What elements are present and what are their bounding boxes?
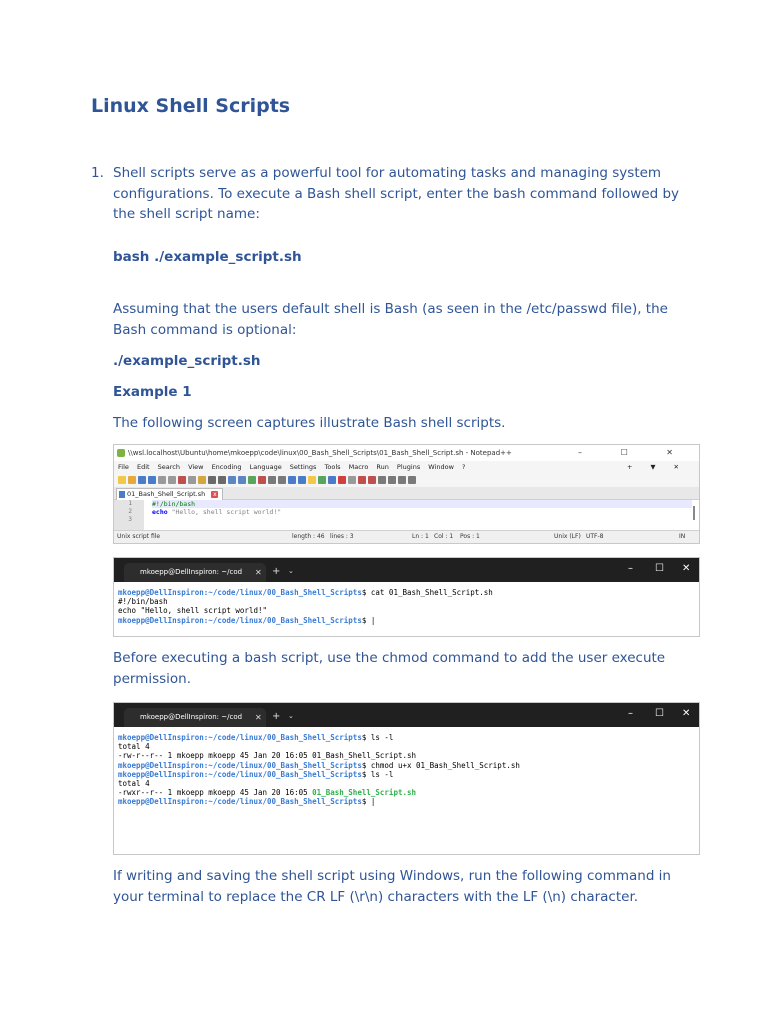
line-number: 1 — [128, 500, 132, 507]
show-symbols-icon[interactable] — [298, 476, 306, 484]
terminal-prompt: mkoepp@DellInspiron:~/code/linux/00_Bash_Shell_Scripts — [118, 615, 362, 625]
terminal-prompt: mkoepp@DellInspiron:~/code/linux/00_Bash_Shell_Scripts — [118, 588, 362, 597]
status-ln: Ln : 1 — [412, 533, 429, 540]
menu-macro[interactable]: Macro — [348, 463, 369, 471]
status-pos: Pos : 1 — [460, 533, 480, 540]
save-all-icon[interactable] — [148, 476, 156, 484]
terminal-text: total 4 — [118, 742, 150, 752]
code-string: "Hello, shell script world!" — [167, 508, 282, 516]
terminal-prompt: mkoepp@DellInspiron:~/code/linux/00_Bash_Shell_Scripts — [118, 733, 362, 742]
terminal-screenshot-cat — [113, 557, 700, 637]
notepad-editor[interactable] — [114, 500, 699, 530]
run-macro-icon[interactable] — [398, 476, 406, 484]
terminal-text: $ cat 01_Bash_Shell_Script.sh — [361, 588, 493, 597]
list-number: 1. — [91, 165, 104, 181]
maximize-icon[interactable]: ☐ — [655, 708, 664, 719]
folder-workspace-icon[interactable] — [348, 476, 356, 484]
terminal-line — [118, 761, 699, 770]
chevron-down-icon[interactable]: ⌄ — [288, 712, 294, 720]
menu-search[interactable]: Search — [157, 463, 180, 471]
code-keyword: echo — [152, 508, 168, 516]
zoom-out-icon[interactable] — [258, 476, 266, 484]
line-number: 2 — [128, 508, 132, 515]
stop-macro-icon[interactable] — [378, 476, 386, 484]
terminal-output[interactable] — [114, 582, 699, 625]
func-list-icon[interactable] — [338, 476, 346, 484]
line-number: 3 — [128, 516, 132, 523]
file-icon — [119, 491, 125, 498]
chevron-down-icon[interactable]: ⌄ — [288, 567, 294, 575]
status-eol: Unix (LF) — [554, 533, 581, 540]
notepad-logo-icon — [117, 449, 125, 457]
terminal-output[interactable] — [114, 727, 699, 807]
terminal-title-bar — [114, 558, 699, 582]
intro-paragraph: Shell scripts serve as a powerful tool for automating tasks and managing system configurations. To execute a Bash shell script, enter the bash command followed by the shell script name: — [113, 165, 680, 222]
status-lines: lines : 3 — [330, 533, 354, 540]
terminal-prompt: mkoepp@DellInspiron:~/code/linux/00_Bash_Shell_Scripts — [118, 760, 362, 770]
new-tab-icon[interactable]: + — [272, 711, 281, 722]
menu-edit[interactable]: Edit — [136, 463, 150, 471]
terminal-tab[interactable] — [124, 708, 266, 727]
close-tab-icon[interactable]: ✕ — [255, 713, 262, 722]
sync-h-icon[interactable] — [278, 476, 286, 484]
word-wrap-icon[interactable] — [288, 476, 296, 484]
terminal-text: total 4 — [118, 778, 150, 788]
terminal-line — [118, 797, 699, 806]
line-number-gutter — [114, 500, 144, 530]
notepad-title: \\wsl.localhost\Ubuntu\home\mkoepp\code\linux\00_Bash_Shell_Scripts\01_Bash_Shell_Script.sh - Notepad++ — [128, 449, 512, 457]
terminal-line — [118, 606, 699, 615]
indent-guide-icon[interactable] — [308, 476, 316, 484]
terminal-prompt: mkoepp@DellInspiron:~/code/linux/00_Bash_Shell_Scripts — [118, 797, 362, 807]
save-macro-icon[interactable] — [408, 476, 416, 484]
menu-window[interactable]: Window — [428, 463, 454, 471]
doc-map-icon[interactable] — [328, 476, 336, 484]
notepad-window-controls[interactable]: – ☐ ✕ — [578, 448, 691, 457]
terminal-tab[interactable] — [124, 563, 266, 582]
save-icon[interactable] — [138, 476, 146, 484]
zoom-in-icon[interactable] — [248, 476, 256, 484]
terminal-line — [118, 616, 699, 625]
minimize-icon[interactable]: – — [628, 563, 633, 574]
page-title: Linux Shell Scripts — [91, 95, 291, 117]
terminal-line — [118, 788, 699, 797]
terminal-text: echo "Hello, shell script world!" — [118, 606, 268, 616]
default-shell-paragraph: Assuming that the users default shell is Bash (as seen in the /etc/passwd file), the Bash command is optional: — [113, 301, 668, 338]
notepad-screenshot — [113, 444, 700, 544]
menu-file[interactable]: File — [118, 463, 129, 471]
code-line-empty — [152, 516, 692, 524]
tab-close-icon[interactable]: x — [213, 491, 217, 498]
minimize-icon[interactable]: – — [628, 708, 633, 719]
notepad-toolbar — [114, 473, 699, 487]
notepad-menu-bar — [114, 461, 699, 473]
status-length: length : 46 — [292, 533, 325, 540]
terminal-line — [118, 588, 699, 597]
notepad-title-bar — [114, 445, 699, 461]
status-encoding: UTF-8 — [586, 533, 604, 540]
menu-settings[interactable]: Settings — [289, 463, 317, 471]
terminal-title-bar — [114, 703, 699, 727]
command-bash-example: bash ./example_script.sh — [113, 249, 302, 265]
close-tab-icon[interactable]: ✕ — [255, 568, 262, 577]
menu-right-controls[interactable]: + ▼ ✕ — [626, 463, 687, 471]
redo-icon[interactable] — [218, 476, 226, 484]
tab-file[interactable] — [116, 488, 223, 500]
terminal-line — [118, 779, 699, 788]
find-icon[interactable] — [228, 476, 236, 484]
notepad-tab-strip — [114, 487, 699, 500]
terminal-screenshot-chmod — [113, 702, 700, 855]
undo-icon[interactable] — [208, 476, 216, 484]
lang-define-icon[interactable] — [318, 476, 326, 484]
code-line-shebang: #!/bin/bash — [152, 500, 692, 508]
terminal-line — [118, 742, 699, 751]
menu-view[interactable]: View — [188, 463, 204, 471]
close-window-icon[interactable]: ✕ — [682, 563, 691, 574]
play-macro-icon[interactable] — [388, 476, 396, 484]
terminal-text: $ chmod u+x 01_Bash_Shell_Script.sh — [361, 760, 520, 770]
terminal-prompt: mkoepp@DellInspiron:~/code/linux/00_Bash_Shell_Scripts — [118, 769, 362, 779]
command-direct-example: ./example_script.sh — [113, 353, 261, 369]
close-window-icon[interactable]: ✕ — [682, 708, 691, 719]
sync-v-icon[interactable] — [268, 476, 276, 484]
status-file-type: Unix script file — [117, 533, 161, 540]
close-file-icon[interactable] — [158, 476, 166, 484]
status-mode: IN — [679, 533, 686, 540]
terminal-text: #!/bin/bash — [118, 597, 168, 607]
terminal-tab-label: mkoepp@DellInspiron: ~/cod — [140, 713, 243, 721]
new-file-icon[interactable] — [118, 476, 126, 484]
terminal-text: $ ls -l — [361, 733, 394, 742]
print-icon[interactable] — [168, 476, 176, 484]
terminal-tab-label: mkoepp@DellInspiron: ~/cod — [140, 568, 243, 576]
terminal-text: $ | — [361, 615, 376, 625]
tab-file-label: 01_Bash_Shell_Script.sh — [127, 490, 206, 498]
chmod-paragraph: Before executing a bash script, use the chmod command to add the user execute permission. — [113, 650, 666, 687]
terminal-line — [118, 770, 699, 779]
paste-icon[interactable] — [198, 476, 206, 484]
menu-encoding[interactable]: Encoding — [211, 463, 242, 471]
code-area[interactable] — [152, 500, 692, 524]
screen-captures-paragraph: The following screen captures illustrate Bash shell scripts. — [113, 415, 506, 431]
notepad-status-bar — [114, 530, 699, 543]
menu-help[interactable]: ? — [462, 463, 466, 471]
code-line-echo — [152, 508, 692, 516]
executable-filename: 01_Bash_Shell_Script.sh — [312, 788, 417, 798]
monitoring-icon[interactable] — [358, 476, 366, 484]
menu-run[interactable]: Run — [376, 463, 389, 471]
terminal-text: -rwxr--r-- 1 mkoepp mkoepp 45 Jan 20 16:05 — [118, 788, 313, 798]
copy-icon[interactable] — [188, 476, 196, 484]
replace-icon[interactable] — [238, 476, 246, 484]
cut-icon[interactable] — [178, 476, 186, 484]
terminal-line — [118, 597, 699, 606]
crlf-paragraph: If writing and saving the shell script using Windows, run the following command in your terminal to replace the CR LF (\r\n) characters with the LF (\n) character. — [113, 868, 671, 905]
status-col: Col : 1 — [434, 533, 454, 540]
terminal-text: $ | — [361, 797, 376, 807]
menu-plugins[interactable]: Plugins — [396, 463, 421, 471]
open-file-icon[interactable] — [128, 476, 136, 484]
terminal-text: $ ls -l — [361, 769, 394, 779]
new-tab-icon[interactable]: + — [272, 566, 281, 577]
menu-language[interactable]: Language — [249, 463, 282, 471]
menu-tools[interactable]: Tools — [324, 463, 341, 471]
terminal-line — [118, 751, 699, 760]
maximize-icon[interactable]: ☐ — [655, 563, 664, 574]
editor-scrollbar[interactable] — [693, 506, 695, 520]
terminal-line — [118, 733, 699, 742]
terminal-text: -rw-r--r-- 1 mkoepp mkoepp 45 Jan 20 16:05 01_Bash_Shell_Script.sh — [118, 751, 417, 761]
example-heading: Example 1 — [113, 384, 192, 400]
record-macro-icon[interactable] — [368, 476, 376, 484]
